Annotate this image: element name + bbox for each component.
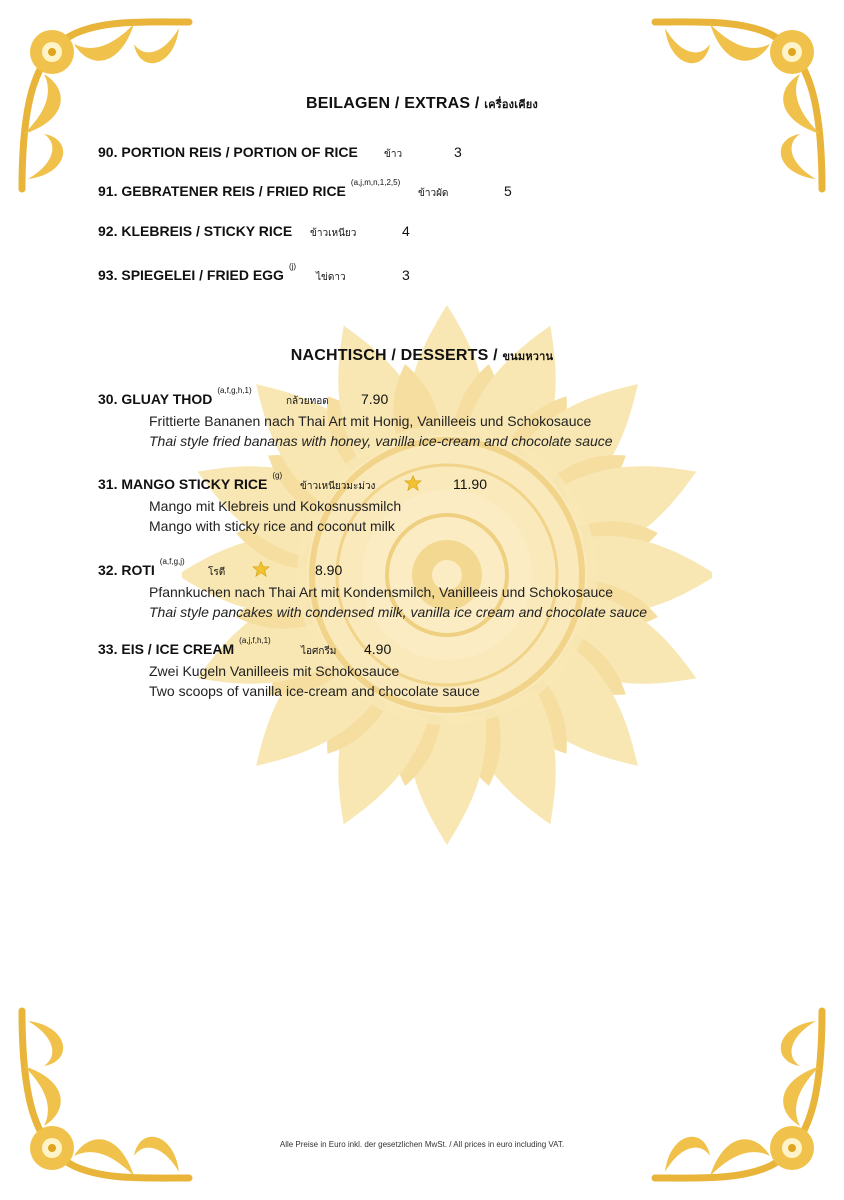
item-price: 5: [504, 183, 512, 199]
extras-heading: [0, 95, 844, 113]
item-thai: โรตี: [208, 567, 226, 578]
item-thai: ข้าวผัด: [418, 188, 449, 199]
item-description-en: Thai style pancakes with condensed milk, vanilla ice cream and chocolate sauce: [149, 604, 648, 620]
item-allergens: (a,j,m,n,1,2,5): [350, 178, 401, 188]
item-description-de: Frittierte Bananen nach Thai Art mit Honig, Vanilleeis und Schokosauce: [149, 413, 592, 429]
item-thai: ไอศกรีม: [301, 646, 337, 657]
dessert-item: [98, 557, 738, 622]
corner-ornament-icon: [14, 1006, 194, 1186]
item-price: 4.90: [364, 641, 392, 657]
item-description-de: Mango mit Klebreis und Kokosnussmilch: [149, 498, 402, 514]
item-name: 92. KLEBREIS / STICKY RICE: [98, 223, 293, 239]
star-icon: [404, 475, 422, 491]
dessert-item: [98, 471, 738, 536]
extras-item: [98, 178, 512, 199]
item-thai: ข้าวเหนียวมะม่วง: [300, 481, 376, 492]
item-description-en: Mango with sticky rice and coconut milk: [149, 518, 395, 534]
item-allergens: (j): [288, 262, 297, 272]
item-thai: ไข่ดาว: [316, 272, 346, 283]
extras-item: [98, 144, 462, 160]
item-price: 11.90: [453, 476, 487, 492]
extras-heading-text: BEILAGEN / EXTRAS /: [305, 95, 480, 112]
item-name: 33. EIS / ICE CREAM: [98, 641, 235, 657]
price-footnote: Alle Preise in Euro inkl. der gesetzlichen MwSt. / All prices in euro including VAT.: [279, 1140, 565, 1149]
desserts-heading-text: NACHTISCH / DESSERTS /: [290, 347, 498, 364]
item-name: 30. GLUAY THOD: [98, 391, 213, 407]
item-allergens: (a,j,f,h,1): [239, 636, 271, 646]
dessert-item: [98, 636, 738, 701]
item-name: 31. MANGO STICKY RICE: [98, 476, 268, 492]
item-price: 8.90: [315, 562, 343, 578]
item-name: 91. GEBRATENER REIS / FRIED RICE: [98, 183, 346, 199]
item-description-de: Zwei Kugeln Vanilleeis mit Schokosauce: [149, 663, 400, 679]
star-icon: [252, 561, 270, 577]
desserts-heading: [0, 347, 844, 365]
desserts-heading-thai: ขนมหวาน: [502, 350, 554, 363]
item-allergens: (a,f,g,j): [159, 557, 185, 567]
item-allergens: (g): [272, 471, 283, 481]
item-thai: ข้าวเหนียว: [310, 228, 357, 239]
item-description-en: Thai style fried bananas with honey, vanilla ice-cream and chocolate sauce: [149, 433, 613, 449]
dessert-item: [98, 386, 738, 451]
extras-item: [98, 223, 410, 239]
item-name: 32. ROTI: [98, 562, 155, 578]
item-description-en: Two scoops of vanilla ice-cream and chocolate sauce: [149, 683, 480, 699]
item-description-de: Pfannkuchen nach Thai Art mit Kondensmilch, Vanilleeis und Schokosauce: [149, 584, 614, 600]
item-price: 3: [454, 144, 462, 160]
item-price: 4: [402, 223, 410, 239]
item-name: 93. SPIEGELEI / FRIED EGG: [98, 267, 284, 283]
corner-ornament-icon: [650, 1006, 830, 1186]
item-thai: กล้วยทอด: [286, 396, 329, 407]
item-name: 90. PORTION REIS / PORTION OF RICE: [98, 144, 358, 160]
item-price: 7.90: [361, 391, 389, 407]
item-thai: ข้าว: [384, 149, 403, 160]
item-allergens: (a,f,g,h,1): [217, 386, 252, 396]
extras-heading-thai: เครื่องเคียง: [484, 98, 538, 111]
item-price: 3: [402, 267, 410, 283]
extras-item: [98, 262, 410, 283]
